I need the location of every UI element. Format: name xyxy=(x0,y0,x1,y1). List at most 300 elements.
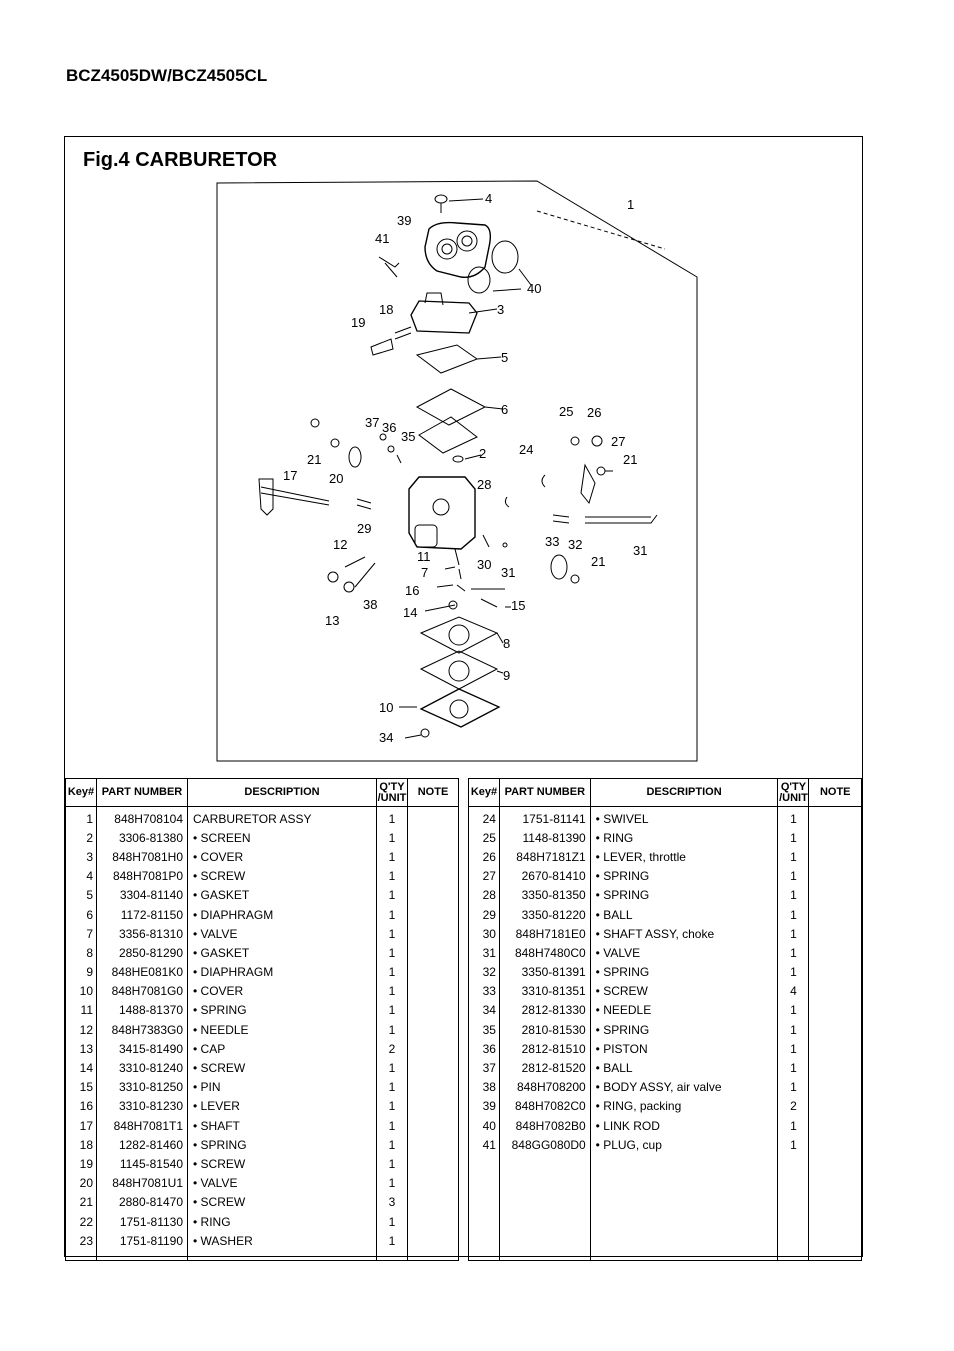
key-cell: 4 xyxy=(66,867,97,886)
parts-table-right xyxy=(468,778,862,1261)
key-cell: 21 xyxy=(66,1193,97,1212)
callout-26: 27 xyxy=(611,434,626,449)
description-cell: • SPRING xyxy=(188,1135,377,1154)
key-cell: 1 xyxy=(66,807,97,829)
empty-cell xyxy=(97,1250,188,1261)
table-row xyxy=(66,847,459,866)
part-number-cell: 1282-81460 xyxy=(97,1135,188,1154)
note-cell xyxy=(809,943,862,962)
callout-8: 8 xyxy=(503,636,511,651)
key-cell: 9 xyxy=(66,963,97,982)
qty-cell: 1 xyxy=(778,1135,809,1154)
table-row xyxy=(66,1231,459,1250)
key-cell: 2 xyxy=(66,828,97,847)
note-cell xyxy=(408,1001,459,1020)
callout-6: 6 xyxy=(501,402,509,417)
key-cell: 23 xyxy=(66,1231,97,1250)
description-cell: • NEEDLE xyxy=(188,1020,377,1039)
table-row xyxy=(66,1116,459,1135)
callout-23: 25 xyxy=(559,404,574,419)
part-number-cell: 2812-81520 xyxy=(499,1058,590,1077)
note-cell xyxy=(408,943,459,962)
table-row xyxy=(66,807,459,829)
callout-14: 14 xyxy=(403,605,418,620)
callout-17: 17 xyxy=(283,468,298,483)
part-number-cell: 3310-81250 xyxy=(97,1078,188,1097)
callout-32: 33 xyxy=(545,534,560,549)
note-cell xyxy=(809,886,862,905)
key-cell: 18 xyxy=(66,1135,97,1154)
callout-33: 34 xyxy=(379,730,394,745)
part-number-cell: 3304-81140 xyxy=(97,886,188,905)
model-number: BCZ4505DW/BCZ4505CL xyxy=(66,66,268,85)
table-row xyxy=(469,1058,862,1077)
description-cell: • SHAFT xyxy=(188,1116,377,1135)
callout-27: 29 xyxy=(357,521,372,536)
key-cell: 14 xyxy=(66,1058,97,1077)
table-row xyxy=(66,1020,459,1039)
description-cell: • SPRING xyxy=(590,867,778,886)
description-cell: • VALVE xyxy=(188,924,377,943)
key-cell: 40 xyxy=(469,1116,500,1135)
part-number-cell: 3310-81230 xyxy=(97,1097,188,1116)
key-cell: 19 xyxy=(66,1154,97,1173)
key-cell: 38 xyxy=(469,1078,500,1097)
qty-cell: 1 xyxy=(778,1116,809,1135)
qty-cell: 1 xyxy=(778,924,809,943)
part-number-cell: 2880-81470 xyxy=(97,1193,188,1212)
description-cell: • SPRING xyxy=(188,1001,377,1020)
description-cell: • LEVER, throttle xyxy=(590,847,778,866)
part-number-cell: 2810-81530 xyxy=(499,1020,590,1039)
note-cell xyxy=(408,982,459,1001)
table-row xyxy=(469,924,862,943)
note-cell xyxy=(408,963,459,982)
callout-19: 19 xyxy=(351,315,366,330)
key-cell: 12 xyxy=(66,1020,97,1039)
qty-cell: 1 xyxy=(377,847,408,866)
callout-28: 30 xyxy=(477,557,492,572)
callout-10: 10 xyxy=(379,700,394,715)
table-row xyxy=(66,1001,459,1020)
table-row xyxy=(66,905,459,924)
callout-2: 2 xyxy=(479,446,487,461)
table-row xyxy=(469,807,862,829)
table-row xyxy=(66,1058,459,1077)
description-cell: • PIN xyxy=(188,1078,377,1097)
callout-3: 3 xyxy=(497,302,505,317)
key-cell: 20 xyxy=(66,1174,97,1193)
part-number-cell: 3310-81240 xyxy=(97,1058,188,1077)
qty-cell: 1 xyxy=(377,1097,408,1116)
callout-36: 36 xyxy=(382,420,397,435)
table-row xyxy=(469,963,862,982)
key-cell: 26 xyxy=(469,847,500,866)
key-cell: 11 xyxy=(66,1001,97,1020)
key-cell: 25 xyxy=(469,828,500,847)
description-cell: • VALVE xyxy=(590,943,778,962)
empty-cell xyxy=(66,1250,97,1261)
description-cell: • SCREW xyxy=(188,1193,377,1212)
part-number-cell: 848H7082C0 xyxy=(499,1097,590,1116)
key-cell: 35 xyxy=(469,1020,500,1039)
col-description: DESCRIPTION xyxy=(188,779,377,807)
qty-cell: 1 xyxy=(778,1020,809,1039)
figure-title: Fig.4 CARBURETOR xyxy=(83,149,278,171)
table-row xyxy=(469,1135,862,1154)
parts-table-left xyxy=(65,778,459,1261)
empty-cell xyxy=(809,1154,862,1261)
note-cell xyxy=(809,905,862,924)
qty-cell: 1 xyxy=(377,1058,408,1077)
qty-cell: 1 xyxy=(377,1001,408,1020)
note-cell xyxy=(408,1097,459,1116)
key-cell: 33 xyxy=(469,982,500,1001)
note-cell xyxy=(408,1116,459,1135)
empty-cell xyxy=(590,1154,778,1261)
description-cell: • VALVE xyxy=(188,1174,377,1193)
part-number-cell: 1145-81540 xyxy=(97,1154,188,1173)
key-cell: 34 xyxy=(469,1001,500,1020)
col-description: DESCRIPTION xyxy=(590,779,778,807)
callout-22: 24 xyxy=(519,442,534,457)
part-number-cell: 3356-81310 xyxy=(97,924,188,943)
description-cell: • BALL xyxy=(590,905,778,924)
qty-cell: 1 xyxy=(377,963,408,982)
key-cell: 39 xyxy=(469,1097,500,1116)
note-cell xyxy=(408,1020,459,1039)
note-cell xyxy=(408,1231,459,1250)
description-cell: • WASHER xyxy=(188,1231,377,1250)
part-number-cell: 848H7081G0 xyxy=(97,982,188,1001)
callout-5: 5 xyxy=(501,350,509,365)
key-cell: 3 xyxy=(66,847,97,866)
note-cell xyxy=(809,807,862,829)
description-cell: • SPRING xyxy=(590,1020,778,1039)
table-row xyxy=(66,1039,459,1058)
description-cell: • PLUG, cup xyxy=(590,1135,778,1154)
qty-cell: 2 xyxy=(377,1039,408,1058)
note-cell xyxy=(408,847,459,866)
empty-cell xyxy=(377,1250,408,1261)
note-cell xyxy=(809,1001,862,1020)
part-number-cell: 1172-81150 xyxy=(97,905,188,924)
qty-cell: 1 xyxy=(377,807,408,829)
note-cell xyxy=(408,1212,459,1231)
description-cell: • SCREW xyxy=(590,982,778,1001)
qty-cell: 1 xyxy=(778,886,809,905)
qty-cell: 1 xyxy=(377,1231,408,1250)
description-cell: • SCREW xyxy=(188,1058,377,1077)
table-row xyxy=(469,847,862,866)
key-cell: 31 xyxy=(469,943,500,962)
note-cell xyxy=(809,867,862,886)
callout-1: 1 xyxy=(627,197,635,212)
callout-4: 4 xyxy=(485,191,493,206)
note-cell xyxy=(809,828,862,847)
callout-21b: 21 xyxy=(623,452,638,467)
qty-cell: 1 xyxy=(377,1174,408,1193)
key-cell: 22 xyxy=(66,1212,97,1231)
note-cell xyxy=(408,807,459,829)
qty-cell: 1 xyxy=(377,924,408,943)
key-cell: 30 xyxy=(469,924,500,943)
part-number-cell: 848H7081P0 xyxy=(97,867,188,886)
part-number-cell: 848H708104 xyxy=(97,807,188,829)
part-number-cell: 848H7383G0 xyxy=(97,1020,188,1039)
note-cell xyxy=(408,1174,459,1193)
note-cell xyxy=(809,1097,862,1116)
qty-cell: 1 xyxy=(778,867,809,886)
key-cell: 7 xyxy=(66,924,97,943)
key-cell: 15 xyxy=(66,1078,97,1097)
part-number-cell: 848H7081H0 xyxy=(97,847,188,866)
callout-16: 16 xyxy=(405,583,420,598)
note-cell xyxy=(408,828,459,847)
callout-34: 38 xyxy=(363,597,378,612)
table-row xyxy=(66,1174,459,1193)
key-cell: 8 xyxy=(66,943,97,962)
key-cell: 10 xyxy=(66,982,97,1001)
table-row xyxy=(469,982,862,1001)
note-cell xyxy=(809,1020,862,1039)
part-number-cell: 3350-81220 xyxy=(499,905,590,924)
note-cell xyxy=(408,886,459,905)
note-cell xyxy=(809,847,862,866)
part-number-cell: 3350-81350 xyxy=(499,886,590,905)
table-row xyxy=(469,828,862,847)
description-cell: • COVER xyxy=(188,982,377,1001)
callout-12: 12 xyxy=(333,537,348,552)
qty-cell: 1 xyxy=(377,1135,408,1154)
callout-40: 41 xyxy=(375,231,390,246)
description-cell: • RING, packing xyxy=(590,1097,778,1116)
empty-cell xyxy=(499,1154,590,1261)
note-cell xyxy=(809,1058,862,1077)
part-number-cell: 848GG080D0 xyxy=(499,1135,590,1154)
callout-18: 18 xyxy=(379,302,394,317)
qty-cell: 1 xyxy=(778,1078,809,1097)
qty-cell: 2 xyxy=(778,1097,809,1116)
callout-13: 13 xyxy=(325,613,340,628)
table-row xyxy=(469,1020,862,1039)
key-cell: 27 xyxy=(469,867,500,886)
note-cell xyxy=(809,982,862,1001)
qty-cell: 1 xyxy=(377,1154,408,1173)
part-number-cell: 1751-81130 xyxy=(97,1212,188,1231)
description-cell: • BALL xyxy=(590,1058,778,1077)
col-qty: Q'TY /UNIT xyxy=(377,779,408,807)
part-number-cell: 848H708200 xyxy=(499,1078,590,1097)
description-cell: • PISTON xyxy=(590,1039,778,1058)
key-cell: 6 xyxy=(66,905,97,924)
callout-37: 37 xyxy=(365,415,380,430)
table-row xyxy=(469,867,862,886)
part-number-cell: 1488-81370 xyxy=(97,1001,188,1020)
qty-cell: 1 xyxy=(778,847,809,866)
col-key: Key# xyxy=(469,779,500,807)
key-cell: 17 xyxy=(66,1116,97,1135)
description-cell: • RING xyxy=(590,828,778,847)
callout-29: 31 xyxy=(501,565,516,580)
qty-cell: 1 xyxy=(377,867,408,886)
description-cell: • DIAPHRAGM xyxy=(188,963,377,982)
qty-cell: 3 xyxy=(377,1193,408,1212)
part-number-cell: 848H7181E0 xyxy=(499,924,590,943)
qty-cell: 1 xyxy=(778,1058,809,1077)
part-number-cell: 3310-81351 xyxy=(499,982,590,1001)
note-cell xyxy=(809,963,862,982)
empty-cell xyxy=(408,1250,459,1261)
col-note: NOTE xyxy=(408,779,459,807)
callout-15: 15 xyxy=(511,598,526,613)
exploded-diagram xyxy=(65,137,862,777)
qty-cell: 1 xyxy=(377,1212,408,1231)
col-note: NOTE xyxy=(809,779,862,807)
description-cell: • GASKET xyxy=(188,943,377,962)
key-cell: 13 xyxy=(66,1039,97,1058)
part-number-cell: 848H7081T1 xyxy=(97,1116,188,1135)
qty-cell: 1 xyxy=(377,943,408,962)
qty-cell: 1 xyxy=(377,905,408,924)
part-number-cell: 848H7082B0 xyxy=(499,1116,590,1135)
part-number-cell: 1751-81141 xyxy=(499,807,590,829)
table-row xyxy=(66,828,459,847)
figure-frame xyxy=(64,136,863,1257)
note-cell xyxy=(408,905,459,924)
table-row xyxy=(469,943,862,962)
col-part-number: PART NUMBER xyxy=(499,779,590,807)
empty-cell xyxy=(469,1154,500,1261)
table-row xyxy=(66,1193,459,1212)
part-number-cell: 1148-81390 xyxy=(499,828,590,847)
table-row xyxy=(469,1097,862,1116)
table-row xyxy=(66,982,459,1001)
part-number-cell: 3306-81380 xyxy=(97,828,188,847)
part-number-cell: 2850-81290 xyxy=(97,943,188,962)
qty-cell: 1 xyxy=(377,1116,408,1135)
table-row xyxy=(469,886,862,905)
table-row xyxy=(469,1078,862,1097)
qty-cell: 1 xyxy=(778,828,809,847)
note-cell xyxy=(408,1078,459,1097)
callout-24: 26 xyxy=(587,405,602,420)
part-number-cell: 2670-81410 xyxy=(499,867,590,886)
note-cell xyxy=(408,1154,459,1173)
description-cell: CARBURETOR ASSY xyxy=(188,807,377,829)
part-number-cell: 848H7081U1 xyxy=(97,1174,188,1193)
table-row xyxy=(66,924,459,943)
qty-cell: 1 xyxy=(377,828,408,847)
table-row xyxy=(469,1116,862,1135)
key-cell: 37 xyxy=(469,1058,500,1077)
description-cell: • SCREW xyxy=(188,867,377,886)
callout-20: 20 xyxy=(329,471,344,486)
key-cell: 5 xyxy=(66,886,97,905)
callout-39: 40 xyxy=(527,281,542,296)
empty-cell xyxy=(188,1250,377,1261)
description-cell: • GASKET xyxy=(188,886,377,905)
note-cell xyxy=(408,867,459,886)
description-cell: • SWIVEL xyxy=(590,807,778,829)
callout-25: 28 xyxy=(477,477,492,492)
description-cell: • RING xyxy=(188,1212,377,1231)
qty-cell: 1 xyxy=(778,807,809,829)
description-cell: • BODY ASSY, air valve xyxy=(590,1078,778,1097)
key-cell: 16 xyxy=(66,1097,97,1116)
qty-cell: 1 xyxy=(778,943,809,962)
table-row xyxy=(66,1154,459,1173)
callout-7: 7 xyxy=(421,565,429,580)
part-number-cell: 848H7181Z1 xyxy=(499,847,590,866)
table-row xyxy=(66,1097,459,1116)
callout-21c: 21 xyxy=(591,554,606,569)
note-cell xyxy=(408,1135,459,1154)
table-row xyxy=(66,963,459,982)
table-filler-row xyxy=(469,1154,862,1261)
table-row xyxy=(469,1001,862,1020)
part-number-cell: 848H7480C0 xyxy=(499,943,590,962)
key-cell: 32 xyxy=(469,963,500,982)
qty-cell: 1 xyxy=(377,886,408,905)
callout-31: 32 xyxy=(568,537,583,552)
qty-cell: 1 xyxy=(377,1020,408,1039)
table-row xyxy=(66,886,459,905)
qty-cell: 4 xyxy=(778,982,809,1001)
table-row xyxy=(66,1078,459,1097)
table-filler-row xyxy=(66,1250,459,1261)
part-number-cell: 2812-81510 xyxy=(499,1039,590,1058)
col-key: Key# xyxy=(66,779,97,807)
callout-9: 9 xyxy=(503,668,511,683)
description-cell: • SCREW xyxy=(188,1154,377,1173)
description-cell: • LINK ROD xyxy=(590,1116,778,1135)
note-cell xyxy=(809,924,862,943)
description-cell: • SPRING xyxy=(590,886,778,905)
table-row xyxy=(66,1135,459,1154)
callout-11: 11 xyxy=(417,549,431,564)
description-cell: • DIAPHRAGM xyxy=(188,905,377,924)
key-cell: 36 xyxy=(469,1039,500,1058)
note-cell xyxy=(809,1039,862,1058)
part-number-cell: 3350-81391 xyxy=(499,963,590,982)
key-cell: 24 xyxy=(469,807,500,829)
part-number-cell: 3415-81490 xyxy=(97,1039,188,1058)
part-number-cell: 1751-81190 xyxy=(97,1231,188,1250)
table-row xyxy=(469,905,862,924)
qty-cell: 1 xyxy=(377,1078,408,1097)
part-number-cell: 2812-81330 xyxy=(499,1001,590,1020)
description-cell: • NEEDLE xyxy=(590,1001,778,1020)
description-cell: • COVER xyxy=(188,847,377,866)
table-row xyxy=(66,1212,459,1231)
empty-cell xyxy=(778,1154,809,1261)
note-cell xyxy=(408,1193,459,1212)
table-row xyxy=(469,1039,862,1058)
col-qty: Q'TY /UNIT xyxy=(778,779,809,807)
note-cell xyxy=(408,924,459,943)
note-cell xyxy=(408,1039,459,1058)
note-cell xyxy=(809,1135,862,1154)
description-cell: • CAP xyxy=(188,1039,377,1058)
note-cell xyxy=(809,1116,862,1135)
part-number-cell: 848HE081K0 xyxy=(97,963,188,982)
callout-38: 39 xyxy=(397,213,412,228)
col-part-number: PART NUMBER xyxy=(97,779,188,807)
description-cell: • SHAFT ASSY, choke xyxy=(590,924,778,943)
callout-21a: 21 xyxy=(307,452,322,467)
callout-30: 31 xyxy=(633,543,648,558)
